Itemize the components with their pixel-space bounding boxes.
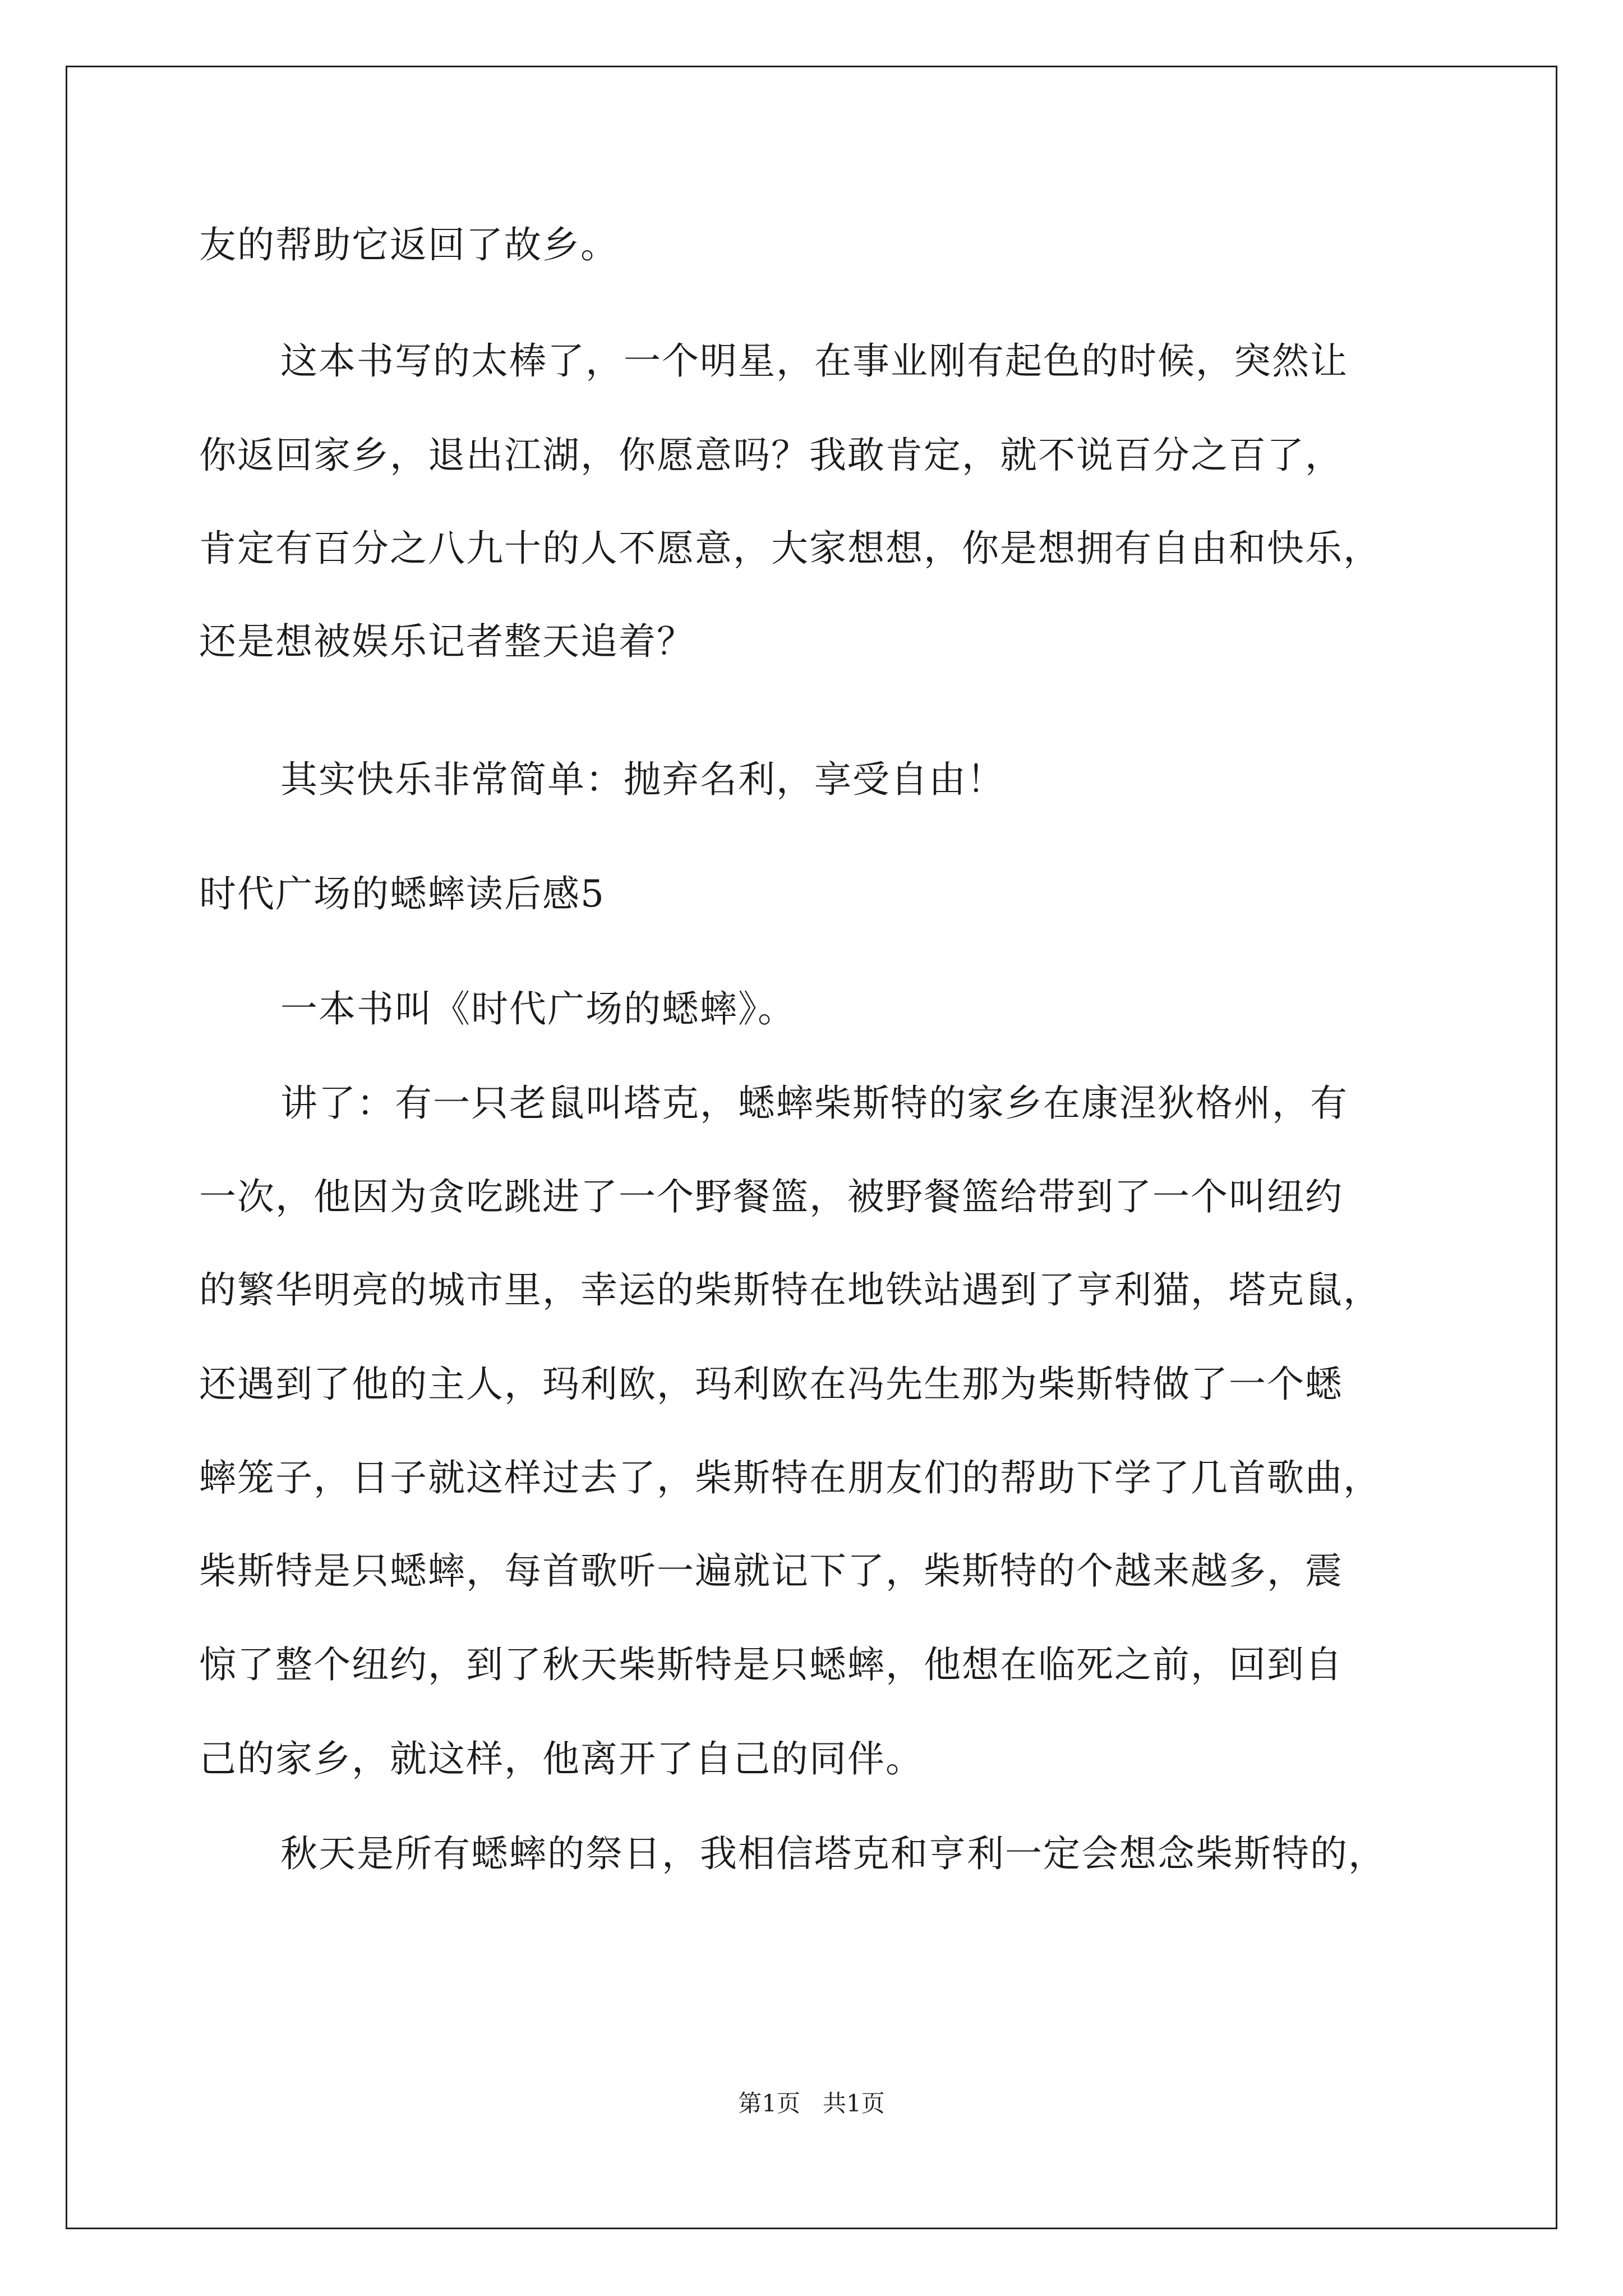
paragraph-line: 己的家乡，就这样，他离开了自己的同伴。	[199, 1737, 924, 1780]
paragraph-line: 秋天是所有蟋蟀的祭日，我相信塔克和亨利一定会想念柴斯特的，	[280, 1832, 1386, 1875]
paragraph-line: 一次，他因为贪吃跳进了一个野餐篮，被野餐篮给带到了一个叫纽约	[199, 1175, 1343, 1218]
paragraph-line: 友的帮助它返回了故乡。	[199, 223, 619, 266]
page-number-footer: 第1页 共1页	[738, 2090, 885, 2117]
section-heading: 时代广场的蟋蟀读后感5	[199, 872, 605, 915]
paragraph-line: 还是想被娱乐记者整天追着？	[199, 620, 695, 663]
paragraph-line: 惊了整个纽约，到了秋天柴斯特是只蟋蟀，他想在临死之前，回到自	[199, 1643, 1343, 1686]
paragraph-line: 其实快乐非常简单：抛弃名利，享受自由！	[280, 758, 1005, 801]
paragraph-line: 还遇到了他的主人，玛利欧，玛利欧在冯先生那为柴斯特做了一个蟋	[199, 1363, 1343, 1406]
paragraph-line: 讲了：有一只老鼠叫塔克，蟋蟀柴斯特的家乡在康涅狄格州，有	[280, 1082, 1348, 1125]
paragraph-line: 这本书写的太棒了，一个明星，在事业刚有起色的时候，突然让	[280, 339, 1348, 383]
page-border	[66, 66, 1557, 2229]
paragraph-line: 的繁华明亮的城市里，幸运的柴斯特在地铁站遇到了亨利猫，塔克鼠，	[199, 1268, 1381, 1312]
paragraph-line: 你返回家乡，退出江湖，你愿意吗？我敢肯定，就不说百分之百了，	[199, 434, 1343, 477]
paragraph-line: 柴斯特是只蟋蟀，每首歌听一遍就记下了，柴斯特的个越来越多，震	[199, 1549, 1343, 1593]
paragraph-line: 蟀笼子，日子就这样过去了，柴斯特在朋友们的帮助下学了几首歌曲，	[199, 1456, 1381, 1499]
paragraph-line: 一本书叫《时代广场的蟋蟀》。	[280, 987, 796, 1030]
paragraph-line: 肯定有百分之八九十的人不愿意，大家想想，你是想拥有自由和快乐，	[199, 527, 1381, 570]
